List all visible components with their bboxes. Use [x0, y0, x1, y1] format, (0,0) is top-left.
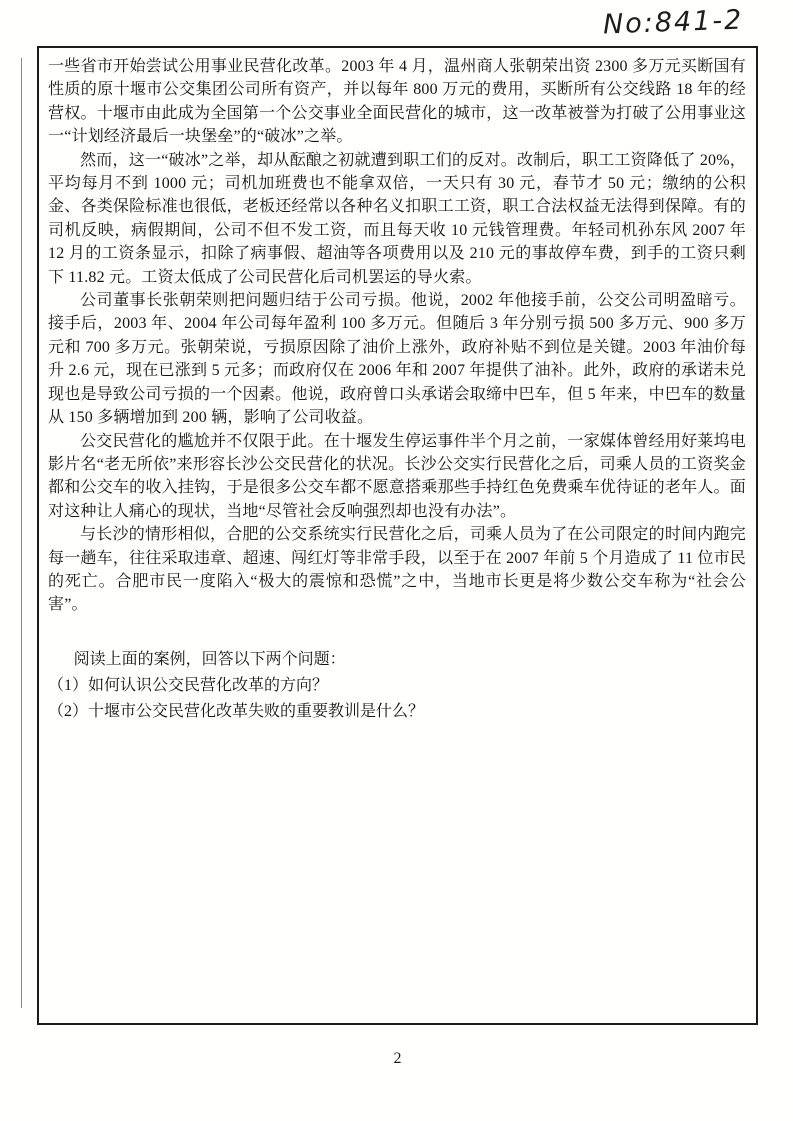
question-1: （1）如何认识公交民营化改革的方向？	[48, 676, 329, 694]
scan-edge-artifact	[21, 58, 22, 1008]
question-2: （2）十堰市公交民营化改革失败的重要教训是什么？	[48, 702, 425, 720]
case-paragraph-5: 与长沙的情形相似，合肥的公交系统实行民营化之后，司乘人员为了在公司限定的时间内跑完每一趟车，往往采取违章、超速、闯红灯等非常手段，以至于在 2007 年前 5 个月造成了 11 位市民的死亡。合肥市民一度陷入“极大的震惊和恐慌”之中，当地市长更是将少数公交车称为“社会公害”。	[48, 526, 746, 614]
case-paragraph-4: 公交民营化的尴尬并不仅限于此。在十堰发生停运事件半个月之前，一家媒体曾经用好莱坞电影片名“老无所依”来形容长沙公交民营化的状况。长沙公交实行民营化之后，司乘人员的工资奖金都和公交车的收入挂钩，于是很多公交车都不愿意搭乘那些手持红色免费乘车优待证的老年人。面对这种让人痛心的现状，当地“尽管社会反响强烈却也没有办法”。	[48, 432, 746, 520]
case-paragraph-3: 公司董事长张朝荣则把问题归结于公司亏损。他说，2002 年他接手前，公交公司明盈暗亏。接手后，2003 年、2004 年公司每年盈利 100 多万元。但随后 3 年分别亏损 500 多万元、900 多万元和 700 多万元。张朝荣说，亏损原因除了油价上涨外，政府补贴不到位是关键。2003 年油价每升 2.6 元，现在已涨到 5 元多；而政府仅在 2006 年和 2007 年提供了油补。此外，政府的承诺未兑现也是导致公司亏损的一个因素。他说，政府曾口头承诺会取缔中巴车，但 5 年来，中巴车的数量从 150 多辆增加到 200 辆，影响了公司收益。	[48, 292, 746, 427]
case-text-box	[37, 46, 758, 1025]
questions-prompt: 阅读上面的案例，回答以下两个问题：	[73, 650, 346, 668]
case-paragraph-1: 一些省市开始尝试公用事业民营化改革。2003 年 4 月，温州商人张朝荣出资 2300 多万元买断国有性质的原十堰市公交集团公司所有资产，并以每年 800 万元的费用，买断所有公交线路 18 年的经营权。十堰市由此成为全国第一个公交事业全面民营化的城市，这一改革被誉为打破了公用事业这一“计划经济最后一块堡垒”的“破冰”之举。	[48, 58, 746, 146]
page-number: 2	[393, 1050, 402, 1067]
handwritten-doc-number: No:841-2	[602, 4, 744, 41]
case-paragraph-2: 然而，这一“破冰”之举，却从酝酿之初就遭到职工们的反对。改制后，职工工资降低了 20%，平均每月不到 1000 元；司机加班费也不能拿双倍，一天只有 30 元，春节才 50 元；缴纳的公积金、各类保险标准也很低，老板还经常以各种名义扣职工工资，职工合法权益无法得到保障。有的司机反映，病假期间，公司不但不发工资，而且每天收 10 元钱管理费。年轻司机孙东风 2007 年 12 月的工资条显示，扣除了病事假、超油等各项费用以及 210 元的事故停车费，到手的工资只剩下 11.82 元。工资太低成了公司民营化后司机罢运的导火索。	[48, 151, 746, 286]
